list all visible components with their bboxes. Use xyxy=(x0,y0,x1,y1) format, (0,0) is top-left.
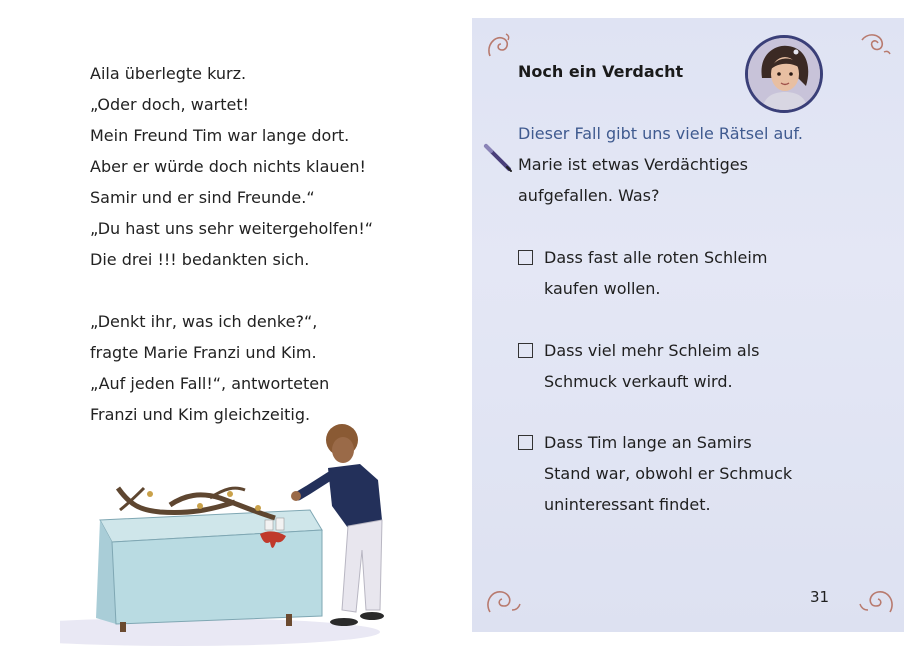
story-line: fragte Marie Franzi und Kim. xyxy=(90,343,317,362)
option-2-text: Dass viel mehr Schleim als xyxy=(544,341,760,360)
story-line: „Du hast uns sehr weitergeholfen!“ xyxy=(90,219,374,238)
pen-icon xyxy=(483,143,513,173)
option-1-text: Dass fast alle roten Schleim xyxy=(544,248,768,267)
story-line: Die drei !!! bedankten sich. xyxy=(90,250,310,269)
story-line: Aila überlegte kurz. xyxy=(90,64,247,83)
page-number: 31 xyxy=(810,588,830,606)
option-3-text: Dass Tim lange an Samirs xyxy=(544,433,752,452)
story-line: „Denkt ihr, was ich denke?“, xyxy=(90,312,318,331)
marie-portrait-icon xyxy=(748,38,820,110)
story-line: Franzi und Kim gleichzeitig. xyxy=(90,405,311,424)
option-checkbox-3[interactable] xyxy=(518,435,533,450)
market-stand-illustration xyxy=(60,410,420,646)
option-3-text: Stand war, obwohl er Schmuck xyxy=(544,464,793,483)
option-checkbox-1[interactable] xyxy=(518,250,533,265)
swirl-ornament-icon xyxy=(858,30,892,60)
quiz-intro-line: aufgefallen. Was? xyxy=(518,186,660,205)
option-checkbox-2[interactable] xyxy=(518,343,533,358)
quiz-intro-line: Dieser Fall gibt uns viele Rätsel auf. xyxy=(518,124,803,143)
character-avatar xyxy=(745,35,823,113)
story-line: „Auf jeden Fall!“, antworteten xyxy=(90,374,330,393)
story-line: Aber er würde doch nichts klauen! xyxy=(90,157,366,176)
option-1-text: kaufen wollen. xyxy=(544,279,661,298)
option-3-text: uninteressant findet. xyxy=(544,495,711,514)
swirl-ornament-icon xyxy=(856,584,896,618)
story-line: Samir und er sind Freunde.“ xyxy=(90,188,315,207)
option-2-text: Schmuck verkauft wird. xyxy=(544,372,733,391)
quiz-title: Noch ein Verdacht xyxy=(518,62,684,81)
quiz-intro-line: Marie ist etwas Verdächtiges xyxy=(518,155,748,174)
swirl-ornament-icon xyxy=(484,30,516,62)
story-line: „Oder doch, wartet! xyxy=(90,95,249,114)
quiz-panel xyxy=(472,18,904,632)
story-line: Mein Freund Tim war lange dort. xyxy=(90,126,350,145)
swirl-ornament-icon xyxy=(484,584,524,618)
